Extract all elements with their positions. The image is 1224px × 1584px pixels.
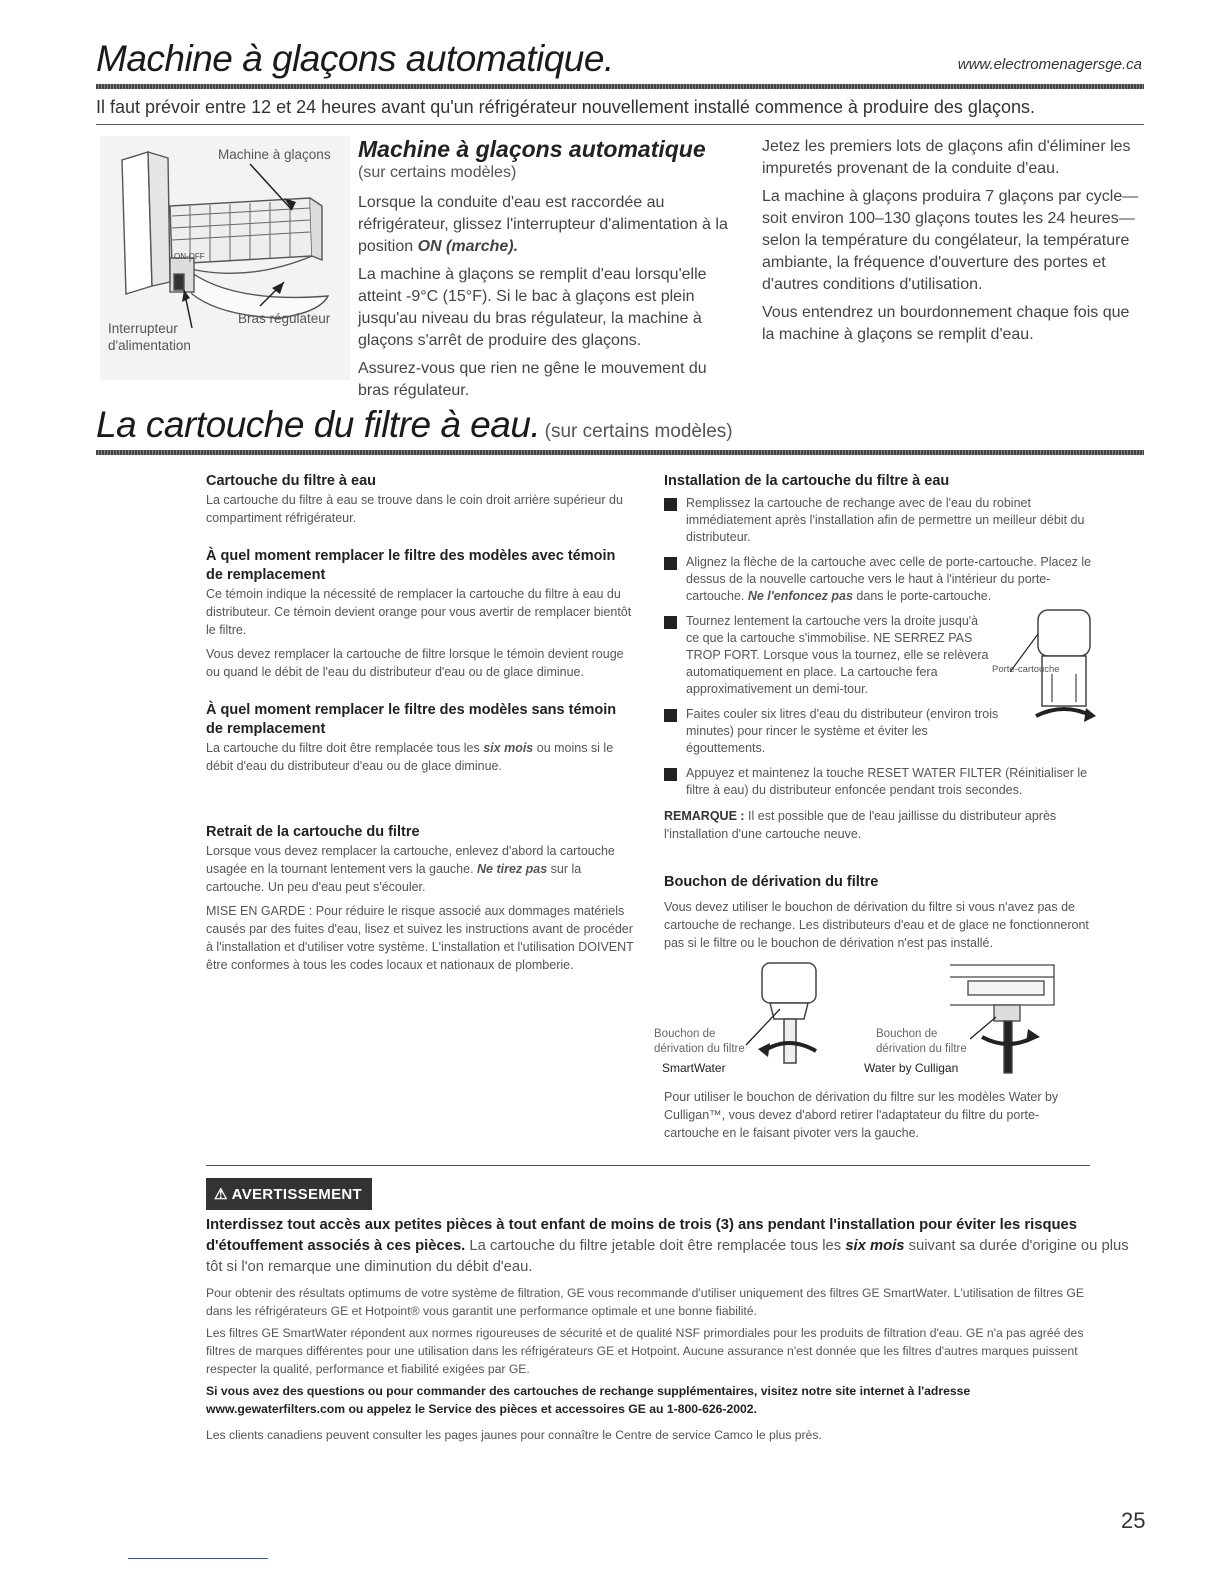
bypass-label-culligan: Bouchon de dérivation du filtre xyxy=(876,1028,967,1055)
bypass-label-smartwater: Bouchon de dérivation du filtre xyxy=(654,1028,745,1055)
icemaker-r2: La machine à glaçons produira 7 glaçons par cycle—soit environ 100–130 glaçons toutes les 24 heures—selon la température du congélateur, la température ambiante, la fréquence d'ouverture des portes et d'autres conditions d'utilisation. xyxy=(762,188,1139,293)
step-5-text: Appuyez et maintenez la touche RESET WATER FILTER (Réinitialiser le filtre à eau) du distributeur enfoncée pendant trois secondes. xyxy=(686,766,1088,797)
icemaker-p2: La machine à glaçons se remplit d'eau lorsqu'elle atteint -9°C (15°F). Si le bac à glaçons est plein jusqu'au niveau du bras régulateur, la machine à glaçons s'arrêt de produire des glaçons. xyxy=(358,266,707,349)
step-4-text: Faites couler six litres d'eau du distributeur (environ trois minutes) pour rincer le système et éviter les égouttements. xyxy=(686,707,999,755)
warning-text xyxy=(206,1215,1136,1278)
step-1-text: Remplissez la cartouche de rechange avec de l'eau du robinet immédiatement après l'installation afin de permettre un meilleur débit du distributeur. xyxy=(686,496,1085,544)
icemaker-p3: Assurez-vous que rien ne gêne le mouvement du bras régulateur. xyxy=(358,360,707,399)
replace-without-indicator-heading: À quel moment remplacer le filtre des modèles sans témoin de remplacement xyxy=(206,702,617,737)
title-rule xyxy=(96,84,1144,89)
warning-badge-text: AVERTISSEMENT xyxy=(231,1186,362,1203)
icemaker-heading: Machine à glaçons automatique xyxy=(358,136,706,162)
step-2-post: dans le porte-cartouche. xyxy=(852,589,992,603)
replace-without-em: six mois xyxy=(483,741,534,755)
step-3-text: Tournez lentement la cartouche vers la droite jusqu'à ce que la cartouche s'immobilise. NE SERREZ PAS TROP FORT. Lorsque vous la tournez, elle se relèvera automatiquement en place. La cartouche fera approximativement un demi-tour. xyxy=(686,614,989,696)
replace-with-indicator-p1: Ce témoin indique la nécessité de remplacer la cartouche du filtre à eau du distributeur. Ce témoin devient orange pour vous avertir de remplacer bientôt le filtre. xyxy=(206,587,632,637)
warning-badge xyxy=(206,1178,372,1210)
install-step-1 xyxy=(664,495,1094,546)
fine-p2: Les filtres GE SmartWater répondent aux normes rigoureuses de sécurité et de qualité NSF primordiales pour les produits de filtration d'eau. GE n'a pas agréé des filtres de marques différentes pour une utilisation dans les réfrigérateurs GE et Hotpoint. Aucune assurance n'est donnée que les filtres d'autres marques puissent respecter la qualité, performance et fiabilité exigées par GE. xyxy=(206,1326,1084,1376)
filter-cartridge-text: La cartouche du filtre à eau se trouve dans le coin droit arrière supérieur du compartiment réfrigérateur. xyxy=(206,493,623,525)
removal-p1-b: sur la cartouche. Un peu d'eau peut s'écouler. xyxy=(206,862,582,894)
installation-heading: Installation de la cartouche du filtre à eau xyxy=(664,473,950,489)
filter-left-column xyxy=(206,472,636,980)
fine-p3: Si vous avez des questions ou pour commander des cartouches de rechange supplémentaires, visitez notre site internet à l'adresse www.gewaterfilters.com ou appelez le Service des pièces et accessoires GE au 1-800-626-2002. xyxy=(206,1384,971,1416)
label-icemaker: Machine à glaçons xyxy=(218,147,331,162)
label-control-arm: Bras régulateur xyxy=(238,311,331,326)
bypass-heading: Bouchon de dérivation du filtre xyxy=(664,874,879,890)
footer-link-rule xyxy=(128,1558,268,1559)
replace-without-indicator-text xyxy=(206,739,636,775)
step-2-marker xyxy=(664,557,677,570)
replace-without-pre: La cartouche du filtre doit être remplacée tous les xyxy=(206,741,484,755)
icemaker-body-right xyxy=(762,136,1142,352)
filter-title-suffix: (sur certains modèles) xyxy=(544,421,733,442)
website-url[interactable]: www.electromenagersge.ca xyxy=(957,56,1142,73)
fine-p4: Les clients canadiens peuvent consulter les pages jaunes pour connaître le Centre de service Camco le plus près. xyxy=(206,1428,822,1442)
bypass-brand-smartwater: SmartWater xyxy=(662,1061,726,1075)
fine-p1: Pour obtenir des résultats optimums de votre système de filtration, GE vous recommande d'utiliser uniquement des filtres GE SmartWater. L'utilisation de filtres GE dans les réfrigérateurs GE et Hotpoint® vous garantit une performance optimale et une bonne fiabilité. xyxy=(206,1286,1085,1318)
icemaker-p1-on: ON (marche). xyxy=(417,238,519,255)
note-label: REMARQUE : xyxy=(664,809,745,823)
icemaker-p1 xyxy=(358,192,733,258)
warning-rule xyxy=(206,1165,1090,1166)
icemaker-subtitle: (sur certains modèles) xyxy=(358,164,517,181)
warning-reg-post: suivant sa durée d'origine ou plus tôt si l'on remarque une diminution du débit d'eau. xyxy=(206,1238,1129,1275)
filter-title: La cartouche du filtre à eau. xyxy=(96,404,541,445)
step-2-text: Alignez la flèche de la cartouche avec celle de porte-cartouche. Placez le dessus de la nouvelle cartouche vers le haut à l'intérieur du porte-cartouche. xyxy=(686,555,1092,603)
label-power-switch: Interrupteur d'alimentation xyxy=(108,321,191,353)
filter-cartridge-heading: Cartouche du filtre à eau xyxy=(206,473,377,489)
replace-with-indicator-text xyxy=(206,585,636,681)
removal-p2: MISE EN GARDE : Pour réduire le risque associé aux dommages matériels causés par des fuites d'eau, lisez et suivez les instructions avant de procéder à l'installation et d'utiliser votre système. L'installation et l'utilisation DOIVENT être conformes à tous les codes locaux et nationaux de plomberie. xyxy=(206,904,634,972)
page-title: Machine à glaçons automatique. xyxy=(96,38,614,79)
step-5-marker xyxy=(664,768,677,781)
cartridge-illustration xyxy=(992,606,1100,736)
replace-without-post: ou moins si le débit d'eau du distributeur d'eau ou de glace diminue. xyxy=(206,741,614,773)
filter-title-row xyxy=(96,404,733,446)
warning-reg-em: six mois xyxy=(845,1238,905,1254)
icemaker-r3: Vous entendrez un bourdonnement chaque fois que la machine à glaçons se remplit d'eau. xyxy=(762,304,1130,343)
icemaker-p1-text: Lorsque la conduite d'eau est raccordée au réfrigérateur, glissez l'interrupteur d'alimentation à la position xyxy=(358,194,728,255)
note-text: Il est possible que de l'eau jaillisse du distributeur après l'installation d'une cartouche neuve. xyxy=(664,809,1057,841)
install-step-5 xyxy=(664,765,1094,799)
warning-bold: Interdissez tout accès aux petites pièces à tout enfant de moins de trois (3) ans pendant l'installation pour éviter les risques d'étouffement associés à ces pièces. xyxy=(206,1217,1078,1254)
icemaker-body-left xyxy=(358,192,733,408)
replace-with-indicator-heading: À quel moment remplacer le filtre des modèles avec témoin de remplacement xyxy=(206,548,616,583)
step-2-em: Ne l'enfoncez pas xyxy=(747,589,853,603)
removal-p1-em: Ne tirez pas xyxy=(477,862,548,876)
icemaker-figure xyxy=(100,136,350,380)
label-onoff: ON-OFF xyxy=(174,252,205,261)
warning-reg-pre: La cartouche du filtre jetable doit être remplacée tous les xyxy=(465,1238,846,1254)
removal-p1 xyxy=(206,842,636,896)
intro-rule xyxy=(96,124,1144,125)
install-step-2 xyxy=(664,554,1094,605)
icemaker-r1: Jetez les premiers lots de glaçons afin d'éliminer les impuretés provenant de la conduite d'eau. xyxy=(762,138,1131,177)
bypass-text: Vous devez utiliser le bouchon de dérivation du filtre si vous n'avez pas de cartouche de rechange. Les distributeurs d'eau et de glace ne fonctionneront pas si le filtre ou le bouchon de dérivation n'est pas installé. xyxy=(664,900,1089,950)
cartridge-holder-label: Porte-cartouche xyxy=(992,664,1060,675)
removal-p1-a: Lorsque vous devez remplacer la cartouche, enlevez d'abord la cartouche usagée en la tournant lentement vers la gauche. xyxy=(206,844,615,876)
install-note xyxy=(664,807,1094,843)
bypass-brand-culligan: Water by Culligan xyxy=(864,1061,959,1075)
page-number: 25 xyxy=(1121,1508,1146,1533)
bypass-culligan-text: Pour utiliser le bouchon de dérivation du filtre sur les modèles Water by Culligan™, vous devez d'abord retirer l'adaptateur du filtre du porte-cartouche en le faisant pivoter vers la gauche. xyxy=(664,1090,1059,1140)
replace-with-indicator-p2: Vous devez remplacer la cartouche de filtre lorsque le témoin devient rouge ou quand le débit de l'eau du distributeur d'eau ou de glace diminue. xyxy=(206,647,624,679)
warning-fine-print xyxy=(206,1284,1086,1448)
intro-text: Il faut prévoir entre 12 et 24 heures avant qu'un réfrigérateur nouvellement installé commence à produire des glaçons. xyxy=(96,97,1035,117)
bypass-figures xyxy=(654,955,1084,1085)
step-3-marker xyxy=(664,616,677,629)
step-4-marker xyxy=(664,709,677,722)
removal-heading: Retrait de la cartouche du filtre xyxy=(206,824,420,840)
removal-text xyxy=(206,842,636,974)
step-1-marker xyxy=(664,498,677,511)
filter-rule xyxy=(96,450,1144,455)
warning-icon: ⚠ xyxy=(214,1186,228,1203)
